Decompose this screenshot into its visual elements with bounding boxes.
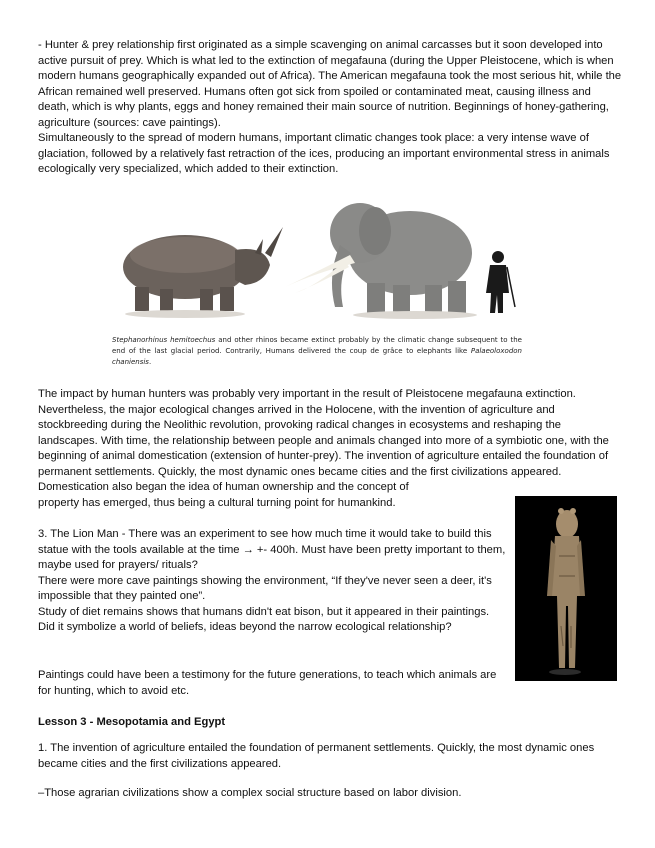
paragraph-ownership: property has emerged, thus being a cultural turning point for humankind. [38,496,396,509]
rhino-elephant-human-illustration [105,195,525,325]
caption-end: . [148,358,152,366]
paragraph-lion-man-experiment: 3. The Lion Man - There was an experiment to see how much time it would take to build this statue with the tools available at the time → +- 400h. Must have been pretty important to them, maybe used for prayers/ rituals? [38,528,506,571]
lesson-heading: Lesson 3 - Mesopotamia and Egypt [38,716,226,728]
paragraph-megafauna [38,38,623,178]
paragraph-lion-man [38,527,508,636]
paragraph-holocene [38,387,623,511]
rhino-illustration [123,227,283,318]
paragraph-testimony: Paintings could have been a testimony for the future generations, to teach which animals are for hunting, which to avoid etc. [38,669,497,697]
paragraph-domestication: The impact by human hunters was probably very important in the result of Pleistocene megafauna extinction. Nevertheless, the major ecological changes arrived in the Holocene, with the invention of agriculture and stockbreeding during the Neolithic revolution, provoking radical changes in ecosystems and reshaping the landscapes. With time, the relationship between people and animals changed into more of a symbiotic one, with the beginning of animal domestication (extension of hunter-prey). The invention of agriculture entailed the foundation of permanent settlements. Quickly, the most dynamic ones became cities and the first civilizations appeared. Domestication also began the idea of human ownership and the concept of [38,388,609,493]
paragraph-cave-paintings: There were more cave paintings showing the environment, “If they've never seen a deer, it's impossible that they painted one”. [38,574,492,602]
caption-text: and other rhinos became extinct probably by the climatic change subsequent to the end of the last glacial period. Contrarily, Humans delivered the coup de grâce to elephants like [112,336,522,355]
paragraph-hunter-prey: - Hunter & prey relationship first originated as a simple scavenging on animal carcasses but it soon developed into active pursuit of prey. Which is what led to the extinction of megafauna (during the Upper Pleistocene, which is when modern humans geographically expanded out of Africa). The American megafauna took the most serious hit, while the African remained well preserved. Humans often got sick from spoiled or contaminated meat, causing illness and death, which is why plants, eggs and honey remained their main source of nutrition. Beginnings of honey-gathering, agriculture (sources: cave paintings). [38,39,622,129]
paragraph-diet: Study of diet remains shows that humans didn't eat bison, but it appeared in their paintings. Did it symbolize a world of beliefs, ideas beyond the narrow ecological relationship? [38,605,490,633]
paragraph-climate: Simultaneously to the spread of modern humans, important climatic changes took place: a very intense wave of glaciation, followed by a relatively fast retraction of the ices, producing an important environmental stress in animals ecologically very specialized, which added to their extinction. [38,132,610,175]
elephant-illustration [285,203,477,319]
figure-caption [112,335,522,368]
human-silhouette [486,251,515,313]
lion-man-statue-photo [515,496,617,681]
paragraph-agrarian: –Those agrarian civilizations show a complex social structure based on labor division. [38,787,462,799]
caption-species-rhino: Stephanorhinus hemitoechus [112,336,216,344]
caption-species-elephant: Palaeoloxodon chaniensis [112,347,522,366]
paragraph-agriculture: 1. The invention of agriculture entailed the foundation of permanent settlements. Quickly, the most dynamic ones became cities and the first civilizations appeared. [38,742,595,770]
